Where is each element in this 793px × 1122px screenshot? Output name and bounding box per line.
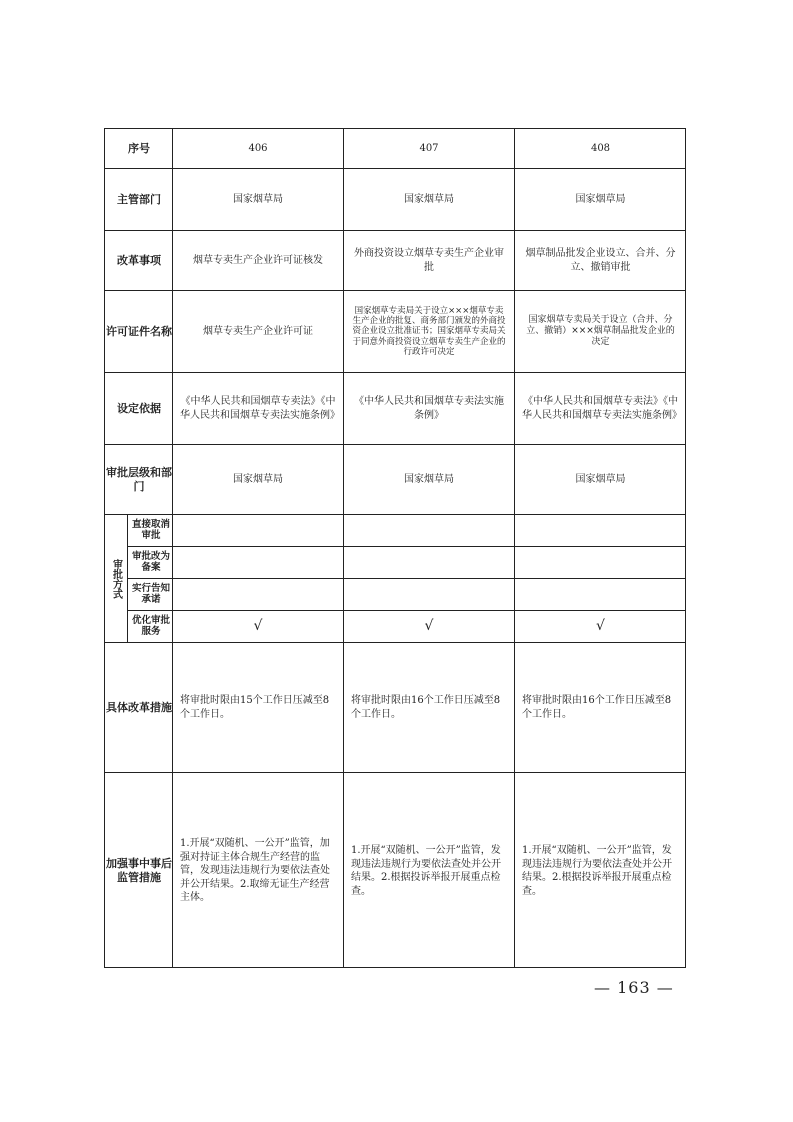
table-row (344, 129, 515, 967)
cell-notify (173, 579, 343, 611)
cell-department: 国家烟草局 (515, 169, 686, 231)
header-measures: 具体改革措施 (105, 643, 173, 773)
cell-filing (515, 547, 686, 579)
cell-optimize-check: √ (173, 611, 343, 643)
cell-item: 烟草制品批发企业设立、合并、分立、撤销审批 (515, 231, 686, 291)
header-supervision: 加强事中事后监管措施 (106, 857, 172, 884)
cell-optimize-check: √ (344, 611, 514, 643)
table-row (515, 129, 686, 967)
cell-notify (344, 579, 514, 611)
header-notify: 实行告知承诺 (128, 579, 174, 611)
cell-filing (173, 547, 343, 579)
header-seq: 序号 (105, 129, 173, 169)
cell-cancel (344, 515, 514, 547)
cell-license: 国家烟草专卖局关于设立×××烟草专卖生产企业的批复、商务部门颁发的外商投资企业设立批准证书；国家烟草专卖局关于同意外商投资设立烟草专卖生产企业的行政许可决定 (344, 291, 514, 373)
cell-seq: 406 (173, 129, 343, 169)
cell-level: 国家烟草局 (173, 445, 343, 515)
header-cancel: 直接取消审批 (128, 515, 174, 547)
cell-measures: 将审批时限由16个工作日压减至8个工作日。 (344, 643, 514, 773)
header-optimize: 优化审批服务 (131, 615, 170, 637)
header-filing: 审批改为备案 (128, 547, 174, 579)
header-license: 许可证件名称 (105, 291, 173, 373)
header-item: 改革事项 (105, 231, 173, 291)
page-number: — 163 — (594, 978, 674, 997)
cell-license: 国家烟草专卖局关于设立（合并、分立、撤销）×××烟草制品批发企业的决定 (515, 291, 686, 373)
cell-notify (515, 579, 686, 611)
header-column (105, 129, 173, 967)
cell-optimize-check: √ (515, 611, 686, 643)
cell-item: 外商投资设立烟草专卖生产企业审批 (344, 231, 514, 291)
cell-measures: 将审批时限由15个工作日压减至8个工作日。 (173, 643, 343, 773)
cell-supervision: 1.开展“双随机、一公开”监管，加强对持证主体合规生产经营的监管，发现违法违规行为要依法查处并公开结果。2.取缔无证生产经营主体。 (180, 838, 330, 904)
cell-level: 国家烟草局 (344, 445, 514, 515)
header-method-group: 审批方式 (110, 559, 122, 599)
header-department: 主管部门 (105, 169, 173, 231)
cell-department: 国家烟草局 (173, 169, 343, 231)
cell-seq: 408 (515, 129, 686, 169)
cell-item: 烟草专卖生产企业许可证核发 (173, 231, 343, 291)
cell-basis: 《中华人民共和国烟草专卖法》《中华人民共和国烟草专卖法实施条例》 (515, 373, 686, 445)
cell-supervision: 1.开展“双随机、一公开”监管，发现违法违规行为要依法查处并公开结果。2.根据投诉举报开展重点检查。 (351, 845, 501, 897)
cell-department: 国家烟草局 (344, 169, 514, 231)
cell-supervision: 1.开展“双随机、一公开”监管，发现违法违规行为要依法查处并公开结果。2.根据投诉举报开展重点检查。 (522, 845, 672, 897)
cell-cancel (515, 515, 686, 547)
reform-table (104, 128, 686, 968)
cell-basis: 《中华人民共和国烟草专卖法实施条例》 (344, 373, 514, 445)
cell-cancel (173, 515, 343, 547)
method-spacer (105, 515, 173, 643)
header-basis: 设定依据 (105, 373, 173, 445)
cell-seq: 407 (344, 129, 514, 169)
cell-license: 烟草专卖生产企业许可证 (173, 291, 343, 373)
table-row (173, 129, 344, 967)
cell-level: 国家烟草局 (515, 445, 686, 515)
cell-filing (344, 547, 514, 579)
cell-basis: 《中华人民共和国烟草专卖法》《中华人民共和国烟草专卖法实施条例》 (173, 373, 343, 445)
cell-measures: 将审批时限由16个工作日压减至8个工作日。 (515, 643, 686, 773)
header-level: 审批层级和部门 (105, 445, 173, 515)
